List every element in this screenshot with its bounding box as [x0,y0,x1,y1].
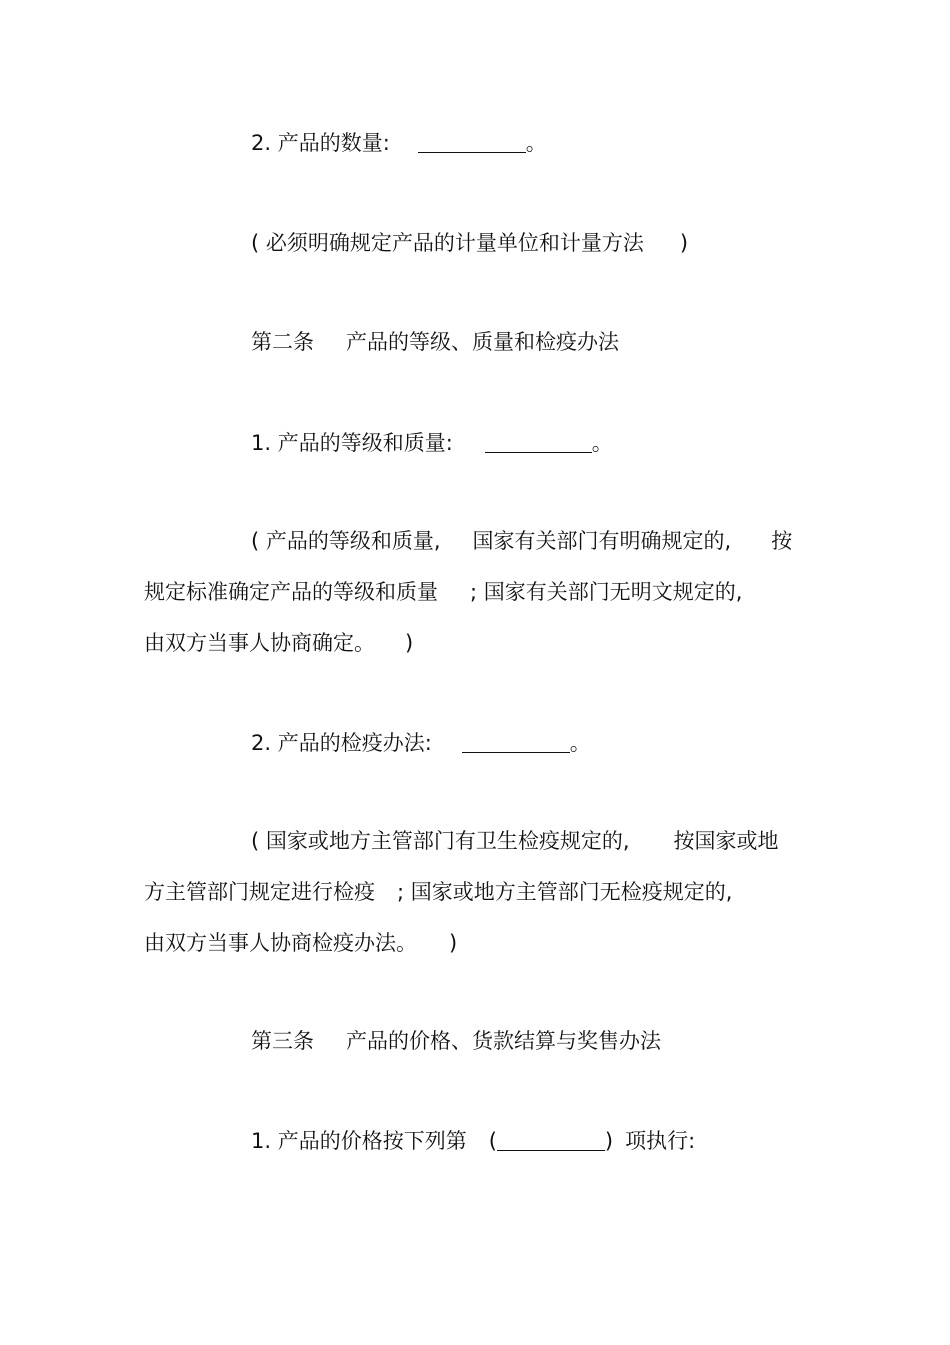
article-2-heading [251,330,619,354]
grade-note-text-3a: 由双方当事人协商确定。 [144,631,375,655]
grade-note-line-1 [251,529,792,553]
grade-note-text-1b: 国家有关部门有明确规定的, [472,529,732,553]
grade-item [251,431,613,455]
article-3-number: 第三条 [251,1029,314,1053]
grade-note-text-3b: ) [405,631,414,655]
grade-note-text-2a: 规定标准确定产品的等级和质量 [144,580,438,604]
quarantine-blank [462,732,570,753]
quantity-note [251,231,688,255]
quarantine-note-text-2a: 方主管部门规定进行检疫 [144,880,375,904]
quantity-note-text: ( 必须明确规定产品的计量单位和计量方法 [251,231,644,255]
quarantine-note-text-3a: 由双方当事人协商检疫办法。 [144,931,417,955]
article-3-title: 产品的价格、货款结算与奖售办法 [346,1029,661,1053]
article-3-heading [251,1029,661,1053]
grade-note-text-2b: ; 国家有关部门无明文规定的, [470,580,743,604]
quantity-suffix: 。 [525,131,547,155]
quantity-blank [418,132,526,153]
quantity-note-close: ) [679,231,689,255]
quarantine-note-text-1b: 按国家或地 [673,829,779,853]
article-2-title: 产品的等级、质量和检疫办法 [346,330,619,354]
quarantine-note-line-1 [251,829,779,853]
quarantine-item [251,731,591,755]
price-open-paren: ( [488,1129,497,1153]
grade-label: 1. 产品的等级和质量: [251,431,453,455]
price-close-paren: ) [604,1129,614,1153]
article-2-number: 第二条 [251,330,314,354]
quarantine-label: 2. 产品的检疫办法: [251,731,432,755]
price-blank [497,1130,605,1151]
quarantine-note-text-3b: ) [449,931,458,955]
grade-suffix: 。 [591,431,613,455]
quantity-item [251,131,547,155]
quarantine-note-line-3 [144,931,457,955]
quarantine-suffix: 。 [569,731,591,755]
grade-note-text-1a: ( 产品的等级和质量, [251,529,441,553]
grade-note-text-1c: 按 [771,529,793,553]
price-suffix: 项执行: [625,1129,696,1153]
price-item [251,1129,695,1153]
quarantine-note-line-2 [144,880,732,904]
quarantine-note-text-2b: ; 国家或地方主管部门无检疫规定的, [397,880,733,904]
quantity-label: 2. 产品的数量: [251,131,390,155]
grade-note-line-2 [144,580,742,604]
grade-note-line-3 [144,631,413,655]
grade-blank [485,432,592,453]
quarantine-note-text-1a: ( 国家或地方主管部门有卫生检疫规定的, [251,829,630,853]
price-label: 1. 产品的价格按下列第 [251,1129,467,1153]
